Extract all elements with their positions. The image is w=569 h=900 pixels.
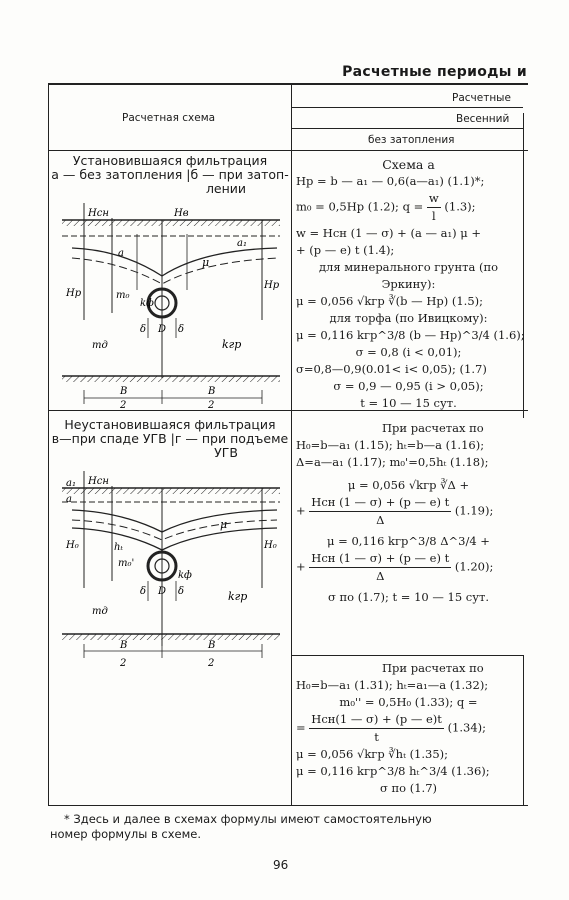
row2-drainage-diagram	[52, 466, 288, 676]
formula-1-1: Hр = b — a₁ — 0,6(a—a₁) (1.1)*;	[296, 174, 485, 188]
row2-calc-header: При расчетах по	[382, 421, 484, 435]
header-calc-label: Расчетные	[452, 92, 511, 104]
right-border-upper	[523, 113, 524, 418]
row2-formulas	[296, 420, 521, 606]
formula-1-19a: μ = 0,056 √kгр ∛Δ +	[347, 478, 470, 492]
footnote-line1: * Здесь и далее в схемах формулы имеют самостоятельную	[64, 812, 432, 826]
formula-1-4b: + (p — e) t (1.4);	[296, 243, 395, 257]
label-2-left: 2	[120, 400, 127, 408]
label2-b-left: B	[120, 640, 128, 651]
formula-1-7: σ=0,8—0,9(0.01< i< 0,05); (1.7)	[296, 362, 487, 376]
erkin-note: Эркину):	[381, 277, 436, 291]
row1-formulas	[296, 156, 525, 412]
footnote-line2: номер формулы в схеме.	[50, 827, 202, 841]
label-mu: μ	[202, 256, 210, 269]
label2-delta-right: δ	[178, 586, 185, 597]
label2-kgr: kгр	[228, 590, 248, 603]
formula-sigma-1: σ = 0,8 (i < 0,01);	[355, 345, 462, 359]
label2-a1: a₁	[66, 478, 76, 489]
table-bottom-rule	[48, 805, 528, 806]
label-hsn: Hсн	[88, 208, 109, 219]
label-hv: Hв	[174, 208, 189, 219]
label-d: D	[158, 324, 167, 335]
formula-1-2-3: m₀ = 0,5Hр (1.2); q = $\frac{w}{l}$ (1.3);	[296, 191, 476, 223]
label2-hsn: Hсн	[88, 476, 109, 487]
row1-drainage-diagram	[52, 198, 288, 408]
formula-1-5: μ = 0,056 √kгр ∛(b — Hр) (1.5);	[296, 294, 483, 308]
formula-sigma-ref: σ по (1.7)	[379, 781, 437, 795]
label2-kf: kф	[178, 570, 192, 581]
formula-1-20a: μ = 0,116 kгр^3/8 Δ^3/4 +	[327, 534, 490, 548]
formula-1-35: μ = 0,056 √kгр ∛hₜ (1.35);	[296, 747, 449, 761]
label2-d: D	[158, 586, 167, 597]
formula-1-31-32: H₀=b—a₁ (1.31); hₜ=a₁—a (1.32);	[296, 678, 489, 692]
label2-2-left: 2	[120, 658, 127, 669]
footnote	[50, 812, 528, 842]
row3-formulas	[296, 660, 521, 797]
formula-1-19b: + $\frac{\text{Hсн (1 — σ) + (p — e) t}}{\Delta}$ (1.19);	[296, 495, 494, 527]
label-b-left: B	[120, 386, 128, 397]
label-md: mд	[92, 340, 108, 351]
row2-title-line3: УГВ	[214, 445, 238, 460]
row1-title-line1: Установившаяся фильтрация	[72, 153, 268, 168]
label-kgr: kгр	[222, 338, 242, 351]
table-left-border	[48, 83, 49, 805]
page-title: Расчетные периоды и	[342, 64, 527, 80]
row2-title-line2: в—при спаде УГВ |г — при подъеме	[51, 431, 289, 446]
label2-h0-right: H₀	[264, 540, 277, 551]
label-m0: m₀	[116, 290, 130, 301]
row3-calc-header: При расчетах по	[382, 661, 484, 675]
formula-1-6: μ = 0,116 kгр^3/8 (b — Hр)^3/4 (1.6);	[296, 328, 525, 342]
row2-title-line1: Неустановившаяся фильтрация	[64, 417, 276, 432]
formula-1-17-18: Δ=a—a₁ (1.17); m₀'=0,5hₜ (1.18);	[296, 455, 489, 469]
header-bottom-rule	[48, 150, 528, 151]
peat-note: для торфа (по Ивицкому):	[329, 311, 488, 325]
formula-1-4a: w = Hсн (1 — σ) + (a — a₁) μ +	[296, 226, 482, 240]
label2-a: a	[66, 494, 72, 505]
label-a: a	[118, 248, 124, 259]
table-top-rule	[48, 83, 528, 85]
label2-md: mд	[92, 606, 108, 617]
formula-1-34: = $\frac{\text{Hсн(1 — σ) + (p — e)t}}{t}$ (1.34);	[296, 712, 487, 744]
formula-1-20b: + $\frac{\text{Hсн (1 — σ) + (p — e) t}}{\Delta}$ (1.20);	[296, 551, 494, 583]
row1-title-line2: а — без затопления |б — при затоп-	[51, 167, 289, 182]
label-delta-right: δ	[178, 324, 185, 335]
label2-h0-left: H₀	[66, 540, 79, 551]
label2-2-right: 2	[208, 658, 215, 669]
header-spring-label: Весенний	[456, 113, 510, 125]
right-border-lower	[523, 655, 524, 805]
label-2-right: 2	[208, 400, 215, 408]
label2-ht: hₜ	[114, 542, 123, 553]
label2-m0p: m₀'	[118, 558, 135, 569]
header-no-flood-label: без затопления	[368, 134, 455, 146]
label-delta-left: δ	[140, 324, 147, 335]
header-scheme-label: Расчетная схема	[122, 112, 216, 124]
row1-title	[50, 154, 290, 196]
column-divider	[291, 83, 292, 805]
formula-1-15-16: H₀=b—a₁ (1.15); hₜ=b—a (1.16);	[296, 438, 485, 452]
label-kf: kф	[140, 298, 154, 309]
label-a1: a₁	[237, 238, 247, 249]
formula-t: t = 10 — 15 сут.	[360, 396, 457, 410]
formula-sigma-3: σ = 0,9 — 0,95 (i > 0,05);	[333, 379, 484, 393]
formula-1-36: μ = 0,116 kгр^3/8 hₜ^3/4 (1.36);	[296, 764, 490, 778]
formula-1-33: m₀'' = 0,5H₀ (1.33); q =	[339, 695, 478, 709]
mineral-soil-note: для минерального грунта (по	[318, 260, 499, 274]
label-hr-left: Hр	[66, 288, 82, 299]
page-number: 96	[273, 858, 289, 872]
row2-title	[50, 418, 290, 460]
row3-top-rule	[291, 655, 523, 656]
label2-delta-left: δ	[140, 586, 147, 597]
header-subrule-2	[291, 128, 523, 129]
scheme-a-label: Схема а	[382, 157, 435, 172]
label2-b-right: B	[208, 640, 216, 651]
label-b-right: B	[208, 386, 216, 397]
header-subrule-1	[291, 107, 523, 108]
row1-title-line3: лении	[205, 181, 247, 196]
label-hr-right: Hр	[264, 280, 280, 291]
label2-mu: μ	[220, 518, 228, 531]
formula-sigma-t: σ по (1.7); t = 10 — 15 сут.	[327, 590, 490, 604]
